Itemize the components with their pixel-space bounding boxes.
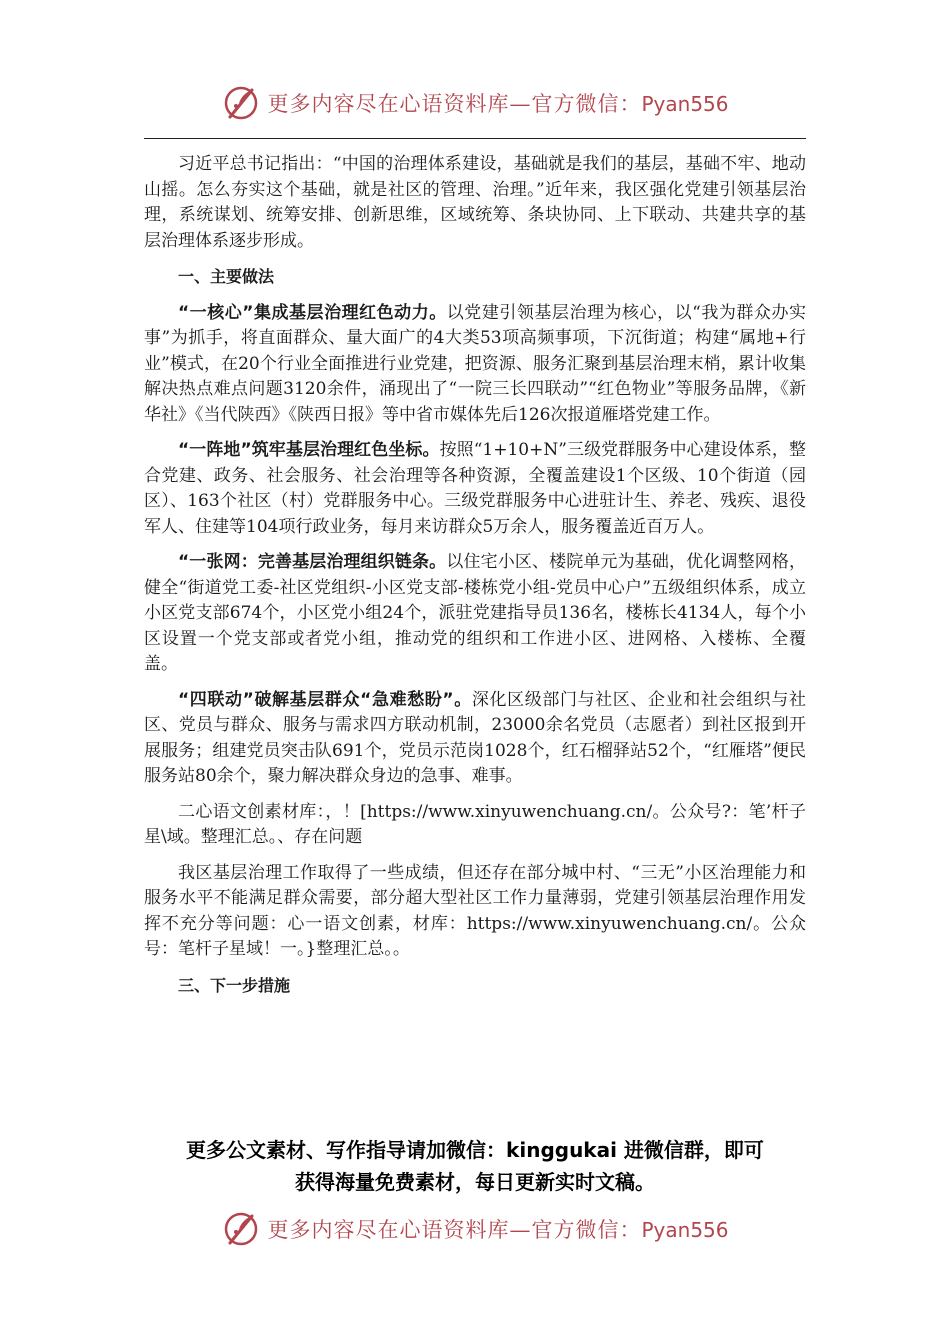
practice-paragraph: “四联动”破解基层群众“急难愁盼”。深化区级部门与社区、企业和社会组织与社区、党员与群众、服务与需求四方联动机制，23000余名党员（志愿者）到社区报到开展服务；组建党员突击队691个，党员示范岗1028个，红石榴驿站52个，“红雁塔”便民服务站80余个，聚力解决群众身边的急事、难事。	[144, 689, 806, 786]
section-heading-1: 一、主要做法	[178, 267, 275, 286]
footer-banner	[0, 1206, 950, 1252]
quill-logo-icon	[221, 1209, 261, 1249]
practice-paragraph: “一阵地”筑牢基层治理红色坐标。按照“1+10+N”三级党群服务中心建设体系，整合党建、政务、社会服务、社会治理等各种资源，全覆盖建设1个区级、10个街道（园区）、163个社区（村）党群服务中心。三级党群服务中心进驻计生、养老、残疾、退役军人、住建等104项行政业务，每月来访群众5万余人，服务覆盖近百万人。	[144, 440, 806, 537]
article-body	[144, 152, 806, 999]
footer-banner-text: 更多内容尽在心语资料库—官方微信：Pyan556	[267, 1218, 729, 1242]
quill-logo-icon	[221, 83, 261, 123]
problems-paragraph: 我区基层治理工作取得了一些成绩，但还存在部分城中村、“三无”小区治理能力和服务水平不能满足群众需要，部分超大型社区工作力量薄弱，党建引领基层治理作用发挥不充分等问题：心一语文创素，材库：https://www.xinyuwenchuang.cn/。公众号：笔杆子星域！一。}整理汇总。。	[144, 862, 806, 959]
header-banner-account: Pyan556	[641, 92, 729, 116]
section-heading-2: 二心语文创素材库：，！[https://www.xinyuwenchuang.cn/。公众号?：笔’杆子星\域。整理汇总。、存在问题	[144, 801, 806, 847]
header-divider	[144, 138, 806, 139]
paragraph-lead: “四联动”破解基层群众“急难愁盼”。	[178, 689, 472, 710]
promo-line-2: 获得海量免费素材，每日更新实时文稿。	[295, 1170, 655, 1194]
section-heading-3: 三、下一步措施	[178, 975, 291, 995]
practice-paragraph: “一核心”集成基层治理红色动力。以党建引领基层治理为核心，以“我为群众办实事”为抓手，将直面群众、量大面广的4大类53项高频事项，下沉街道；构建“属地+行业”模式，在20个行业全面推进行业党建，把资源、服务汇聚到基层治理末梢，累计收集解决热点难点问题3120余件，涌现出了“一院三长四联动”“红色物业”等服务品牌，《新华社》《当代陕西》《陕西日报》等中省市媒体先后126次报道雁塔党建工作。	[144, 302, 806, 425]
intro-paragraph: 习近平总书记指出：“中国的治理体系建设，基础就是我们的基层，基础不牢、地动山摇。怎么夯实这个基础，就是社区的管理、治理。”近年来，我区强化党建引领基层治理，系统谋划、统筹安排、创新思维，区域统筹、条块协同、上下联动、共建共享的基层治理体系逐步形成。	[144, 154, 806, 251]
paragraph-lead: “一张网：完善基层治理组织链条。	[178, 552, 447, 572]
practice-paragraph: “一张网：完善基层治理组织链条。以住宅小区、楼院单元为基础，优化调整网格，健全“街道党工委-社区党组织-小区党支部-楼栋党小组-党员中心户”五级组织体系，成立小区党支部674个，小区党小组24个，派驻党建指导员136名，楼栋长4134人，每个小区设置一个党支部或者党小组，推动党的组织和工作进小区、进网格、入楼栋、全覆盖。	[144, 552, 806, 674]
paragraph-lead: “一核心”集成基层治理红色动力。	[178, 302, 447, 323]
header-banner	[0, 80, 950, 126]
footer-banner-account: Pyan556	[641, 1218, 729, 1242]
promo-line-1: 更多公文素材、写作指导请加微信：kinggukai 进微信群，即可	[186, 1138, 764, 1162]
paragraph-lead: “一阵地”筑牢基层治理红色坐标。	[178, 440, 440, 460]
header-banner-text: 更多内容尽在心语资料库—官方微信：Pyan556	[267, 92, 729, 116]
promo-text	[130, 1134, 820, 1198]
